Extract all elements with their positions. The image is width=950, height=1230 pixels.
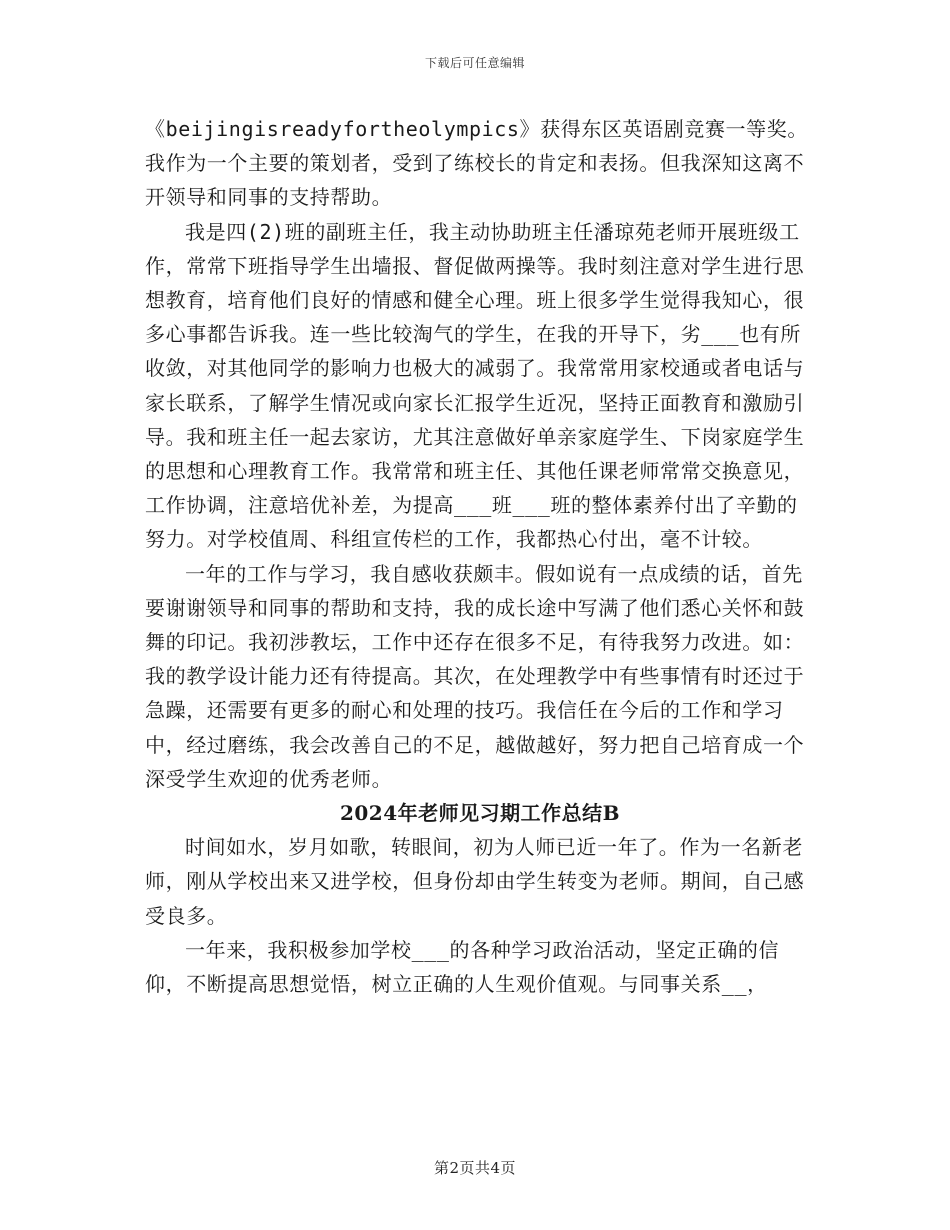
- header-note: 下载后可任意编辑: [424, 56, 525, 70]
- section-title: 2024年老师见习期工作总结B: [339, 801, 621, 826]
- section-paragraph-2: 一年来，我积极参加学校___的各种学习政治活动，坚定正确的信仰，不断提高思想觉悟，树立正确的人生观价值观。与同事关系__，: [145, 937, 780, 997]
- page-number: 第2页共4页: [433, 1159, 517, 1177]
- section-paragraph-1: 时间如水，岁月如歌，转眼间，初为人师已近一年了。作为一名新老师，刚从学校出来又进学校，但身份却由学生转变为老师。期间，自己感受良多。: [145, 835, 805, 928]
- document-body: [145, 112, 815, 1001]
- paragraph-2: 我是四(2)班的副班主任，我主动协助班主任潘琼苑老师开展班级工作，常常下班指导学生出墙报、督促做两操等。我时刻注意对学生进行思想教育，培育他们良好的情感和健全心理。班上很多学生觉得我知心，很多心事都告诉我。连一些比较淘气的学生，在我的开导下，劣___也有所收敛，对其他同学的影响力也极大的减弱了。我常常用家校通或者电话与家长联系，了解学生情况或向家长汇报学生近况，坚持正面教育和激励引导。我和班主任一起去家访，尤其注意做好单亲家庭学生、下岗家庭学生的思想和心理教育工作。我常常和班主任、其他任课老师常常交换意见，工作协调，注意培优补差，为提高___班___班的整体素养付出了辛勤的努力。对学校值周、科组宣传栏的工作，我都热心付出，毫不计较。: [145, 219, 805, 552]
- paragraph-1: 《beijingisreadyfortheolympics》获得东区英语剧竞赛一等奖。我作为一个主要的策划者，受到了练校长的肯定和表扬。但我深知这离不开领导和同事的支持帮助。: [145, 117, 808, 210]
- paragraph-3: 一年的工作与学习，我自感收获颇丰。假如说有一点成绩的话，首先要谢谢领导和同事的帮助和支持，我的成长途中写满了他们悉心关怀和鼓舞的印记。我初涉教坛，工作中还存在很多不足，有待我努力改进。如：我的教学设计能力还有待提高。其次，在处理教学中有些事情有时还过于急躁，还需要有更多的耐心和处理的技巧。我信任在今后的工作和学习中，经过磨练，我会改善自己的不足，越做越好，努力把自己培育成一个深受学生欢迎的优秀老师。: [145, 561, 805, 791]
